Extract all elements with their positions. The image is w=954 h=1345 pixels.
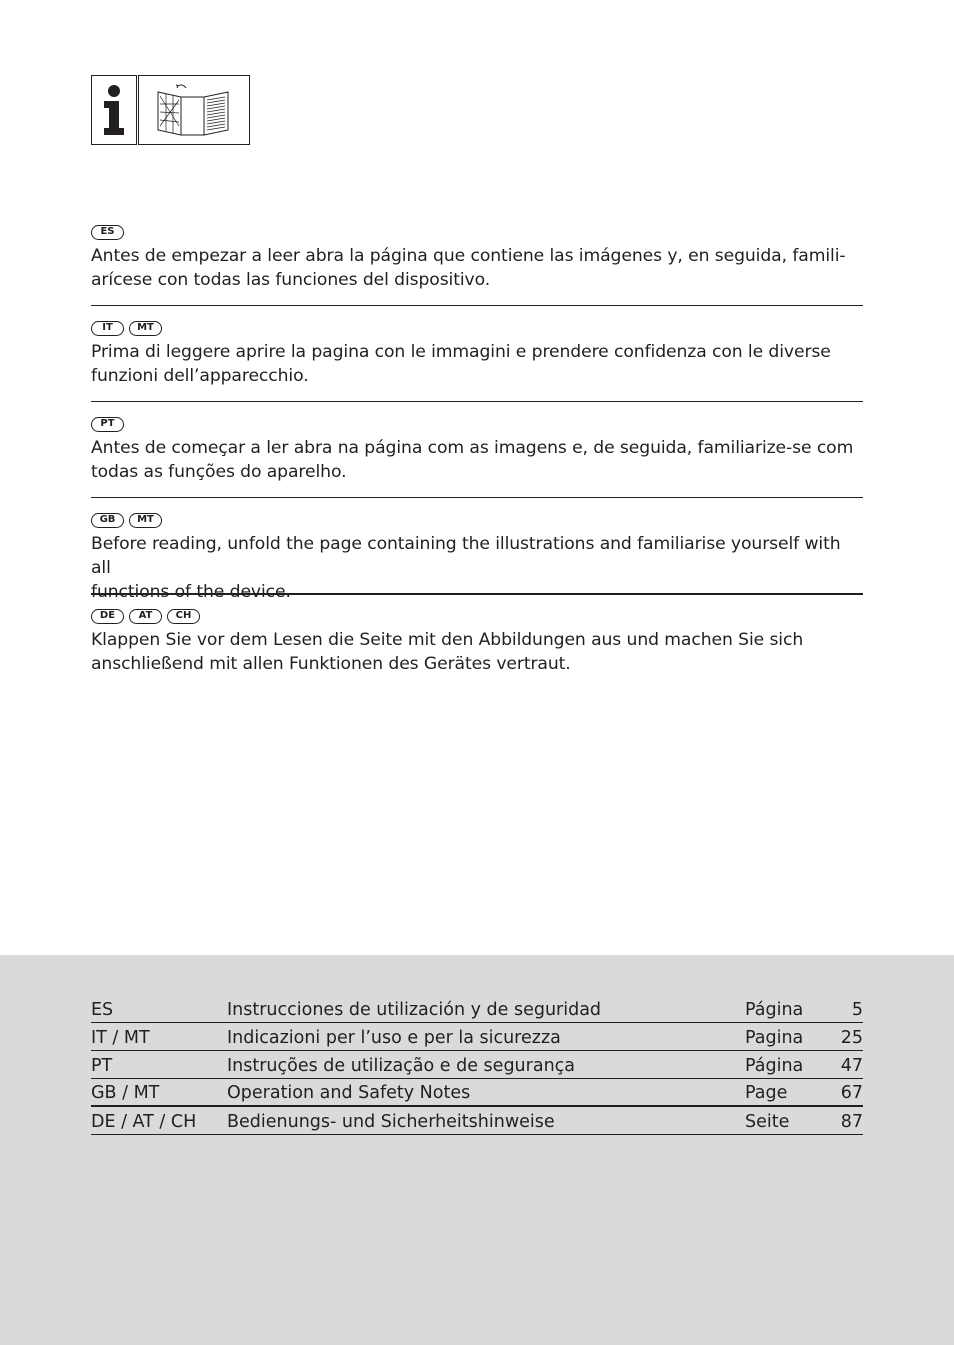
- instruction-text: Before reading, unfold the page containing the illustrations and familiarise yourself with all functions of the device.: [91, 534, 841, 602]
- toc-page-label: Página: [745, 1056, 804, 1076]
- language-badges: [91, 606, 863, 626]
- toc-page-label: Seite: [745, 1112, 790, 1132]
- toc-page-number: 87: [840, 1112, 863, 1132]
- toc-page-number: 25: [840, 1028, 863, 1048]
- toc-page-label: Página: [745, 1000, 804, 1020]
- lang-block-it-mt: [91, 318, 863, 388]
- toc-title: Instruções de utilização e de segurança: [227, 1056, 576, 1076]
- toc-language-code: DE / AT / CH: [91, 1112, 197, 1132]
- language-badge: GB: [91, 513, 124, 528]
- language-badges: [91, 414, 863, 434]
- unfold-page-icon: [138, 75, 250, 145]
- language-badges: [91, 222, 863, 242]
- toc-title: Indicazioni per l’uso e per la sicurezza: [227, 1028, 561, 1048]
- divider: [91, 593, 863, 595]
- lang-block-pt: [91, 414, 863, 484]
- divider: [91, 401, 863, 402]
- language-badges: [91, 318, 863, 338]
- toc-page-number: 67: [840, 1083, 863, 1103]
- toc-title: Instrucciones de utilización y de seguridad: [227, 1000, 602, 1020]
- language-badge: AT: [129, 609, 162, 624]
- lang-block-gb-mt: [91, 510, 863, 604]
- header-icons: [91, 75, 250, 145]
- divider: [91, 305, 863, 306]
- language-badge: PT: [91, 417, 124, 432]
- divider: [91, 497, 863, 498]
- instruction-text: Antes de empezar a leer abra la página que contiene las imágenes y, en seguida, famili- arícese con todas las funciones del dispositivo.: [91, 246, 846, 290]
- toc-row[interactable]: [91, 1107, 863, 1135]
- language-badge: CH: [167, 609, 200, 624]
- language-badge: ES: [91, 225, 124, 240]
- language-badge: DE: [91, 609, 124, 624]
- toc-language-code: IT / MT: [91, 1028, 150, 1048]
- toc-row[interactable]: [91, 1051, 863, 1079]
- toc-row[interactable]: [91, 1023, 863, 1051]
- toc-title: Bedienungs- und Sicherheitshinweise: [227, 1112, 555, 1132]
- instruction-text: Antes de começar a ler abra na página com as imagens e, de seguida, familiarize-se com todas as funções do aparelho.: [91, 438, 854, 482]
- toc-row[interactable]: [91, 995, 863, 1023]
- lang-block-de-at-ch: [91, 606, 863, 676]
- toc-language-code: PT: [91, 1056, 113, 1076]
- toc-title: Operation and Safety Notes: [227, 1083, 471, 1103]
- lang-block-es: [91, 222, 863, 292]
- language-badge: MT: [129, 513, 162, 528]
- info-icon: [91, 75, 137, 145]
- toc-page-number: 47: [840, 1056, 863, 1076]
- toc-page-label: Pagina: [745, 1028, 804, 1048]
- language-badge: MT: [129, 321, 162, 336]
- instruction-text: Prima di leggere aprire la pagina con le immagini e prendere confidenza con le diverse funzioni dell’apparecchio.: [91, 342, 831, 386]
- toc-row[interactable]: [91, 1079, 863, 1107]
- toc-language-code: ES: [91, 1000, 114, 1020]
- toc-language-code: GB / MT: [91, 1083, 160, 1103]
- language-badge: IT: [91, 321, 124, 336]
- table-of-contents: [91, 995, 863, 1135]
- instruction-text: Klappen Sie vor dem Lesen die Seite mit den Abbildungen aus und machen Sie sich anschließend mit allen Funktionen des Gerätes vertraut.: [91, 630, 804, 674]
- language-badges: [91, 510, 863, 530]
- toc-page-label: Page: [745, 1083, 788, 1103]
- toc-page-number: 5: [851, 1000, 863, 1020]
